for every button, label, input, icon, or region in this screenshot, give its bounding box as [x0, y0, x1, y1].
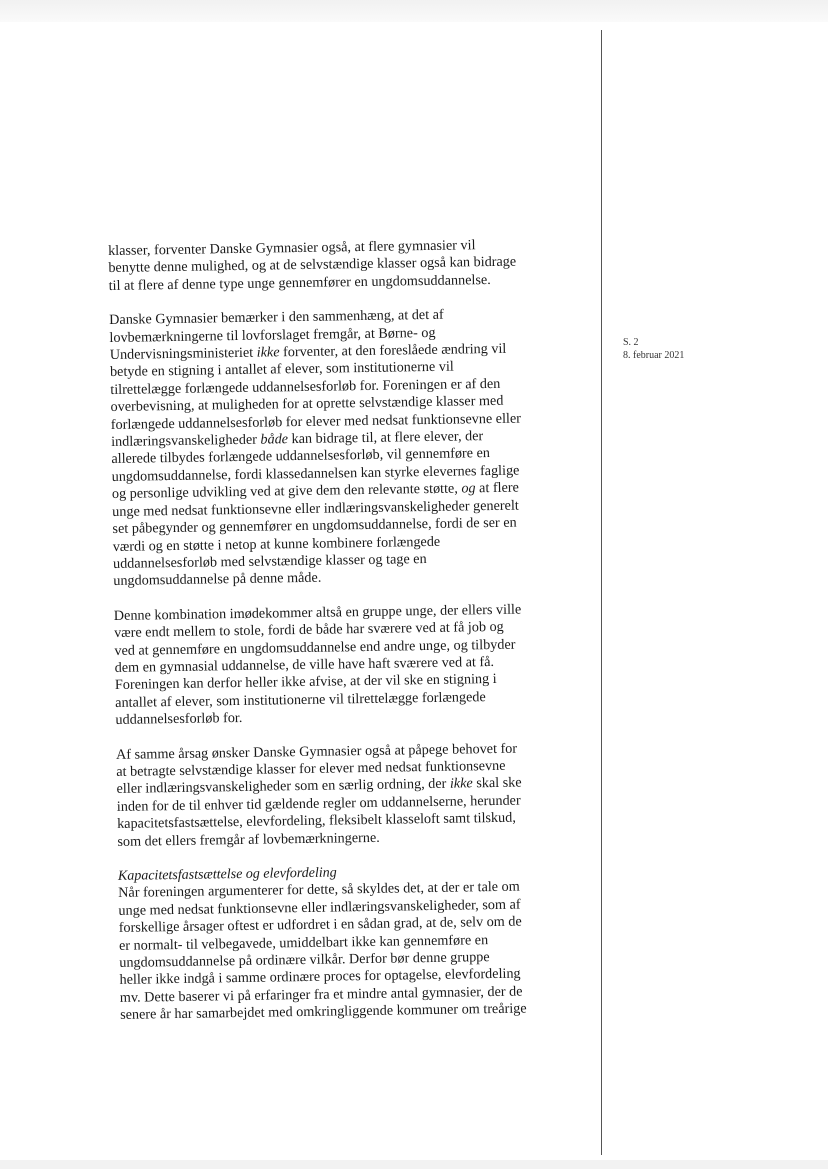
text-line: og personlige udvikling ved at give dem den relevante støtte, og at flere	[111, 479, 520, 503]
paragraph	[116, 739, 592, 851]
text-line: allerede tilbydes forlængede uddannelsesforløb, vil gennemføre en	[111, 445, 491, 468]
text-line: forlængede uddannelsesforløb for elever med nedsat funktionsevne eller	[110, 410, 522, 433]
section-paragraph	[118, 878, 594, 1025]
margin-divider-line	[601, 30, 602, 1155]
text-line: antallet af elever, som institutionerne vil tilrettelægge forlængede	[115, 688, 486, 711]
text-line: unge med nedsat funktionsevne eller indlæringsvanskeligheder, som af	[118, 896, 521, 919]
text-line: Når foreningen argumenterer for dette, så skyldes det, at der er tale om	[118, 879, 520, 902]
text-line: Undervisningsministeriet ikke forventer, at den foreslåede ændring vil	[109, 340, 507, 364]
text-line: ungdomsuddannelse på ordinære vilkår. Derfor bør denne gruppe	[119, 949, 490, 971]
text-line: er normalt- til velbegavede, umiddelbart ikke kan gennemføre en	[118, 931, 489, 954]
text-line: Foreningen kan derfor heller ikke afvise, at der vil ske en stigning i	[114, 671, 497, 694]
text-line: uddannelsesforløb for.	[115, 710, 243, 729]
text-line: til at flere af denne type unge gennemfører en ungdomsuddannelse.	[108, 271, 491, 294]
text-line: ungdomsuddannelse, fordi klassedannelsen kan styrke elevernes faglige	[111, 462, 520, 485]
scan-edge-top	[0, 0, 828, 22]
paragraph	[108, 236, 583, 296]
paragraph	[114, 600, 590, 729]
text-line: at betragte selvstændige klasser for elever med nedsat funktionsevne	[116, 757, 506, 780]
text-line: set påbegynder og gennemfører en ungdomsuddannelse, fordi de ser en	[112, 514, 517, 538]
text-line: være endt mellem to stole, fordi de både har sværere ved at få job og	[114, 618, 504, 642]
emphasis: ikke	[449, 775, 473, 793]
text-line: klasser, forventer Danske Gymnasier også, at flere gymnasier vil	[108, 237, 476, 259]
emphasis: ikke	[256, 344, 280, 361]
text-line: betyde en stigning i antallet af elever, som institutionerne vil	[109, 359, 454, 381]
text-line: som det ellers fremgår af lovbemærkningerne.	[117, 829, 380, 850]
letter-date: 8. februar 2021	[623, 350, 685, 361]
text-line: Denne kombination imødekommer altså en gruppe unge, der ellers ville	[113, 601, 522, 624]
text-line: værdi og en støtte i netop at kunne kombinere forlængede	[112, 533, 441, 555]
scan-edge-bottom	[0, 1160, 828, 1169]
text-line: forskellige årsager oftest er udfordret i en sådan grad, at de, selv om de	[118, 913, 522, 937]
text-line: ved at gennemføre en ungdomsuddannelse end andre unge, og tilbyder	[114, 636, 516, 659]
text-line: dem en gymnasial uddannelse, de ville have haft sværere ved at få.	[114, 653, 495, 676]
emphasis: og	[461, 480, 476, 497]
text-line: lovbemærkningerne til lovforslaget fremgår, at Børne- og	[109, 324, 436, 346]
text-line: indlæringsvanskeligheder både kan bidrage til, at flere elever, der	[111, 428, 484, 451]
text-line: uddannelsesforløb med selvstændige klasser og tage en	[112, 550, 427, 572]
emphasis: både	[260, 431, 289, 448]
text-line: heller ikke indgå i samme ordinære proces for optagelse, elevfordeling	[119, 966, 521, 989]
text-line: ungdomsuddannelse på denne måde.	[113, 570, 322, 590]
text-line: inden for de til enhver tid gældende regler om uddannelserne, herunder	[116, 792, 521, 815]
text-line: kapacitetsfastsættelse, elevfordeling, fleksibelt klasseloft samt tilskud,	[117, 809, 516, 833]
margin-note	[623, 336, 684, 362]
text-line: tilrettelægge forlængede uddannelsesforløb for. Foreningen er af den	[110, 375, 501, 398]
text-line: benytte denne mulighed, og at de selvstændige klasser også kan bidrage	[108, 253, 517, 277]
page-number: S. 2	[623, 337, 639, 348]
text-line: Af samme årsag ønsker Danske Gymnasier også at påpege behovet for	[115, 740, 518, 763]
text-line: overbevisning, at muligheden for at oprette selvstændige klasser med	[110, 393, 504, 416]
document-body	[108, 236, 594, 1042]
text-line: eller indlæringsvanskeligheder som en særlig ordning, der ikke skal ske	[116, 774, 522, 798]
text-line: Danske Gymnasier bemærker i den sammenhæng, at det af	[109, 306, 444, 329]
text-line: senere år har samarbejdet med omkringliggende kommuner om treårige	[120, 1000, 527, 1024]
section-heading: Kapacitetsfastsættelse og elevfordeling	[117, 865, 337, 884]
text-line: mv. Dette baserer vi på erfaringer fra et mindre antal gymnasier, der de	[119, 983, 523, 1006]
text-line: unge med nedsat funktionsevne eller indlæringsvanskeligheder generelt	[112, 497, 519, 520]
paragraph	[109, 305, 587, 591]
